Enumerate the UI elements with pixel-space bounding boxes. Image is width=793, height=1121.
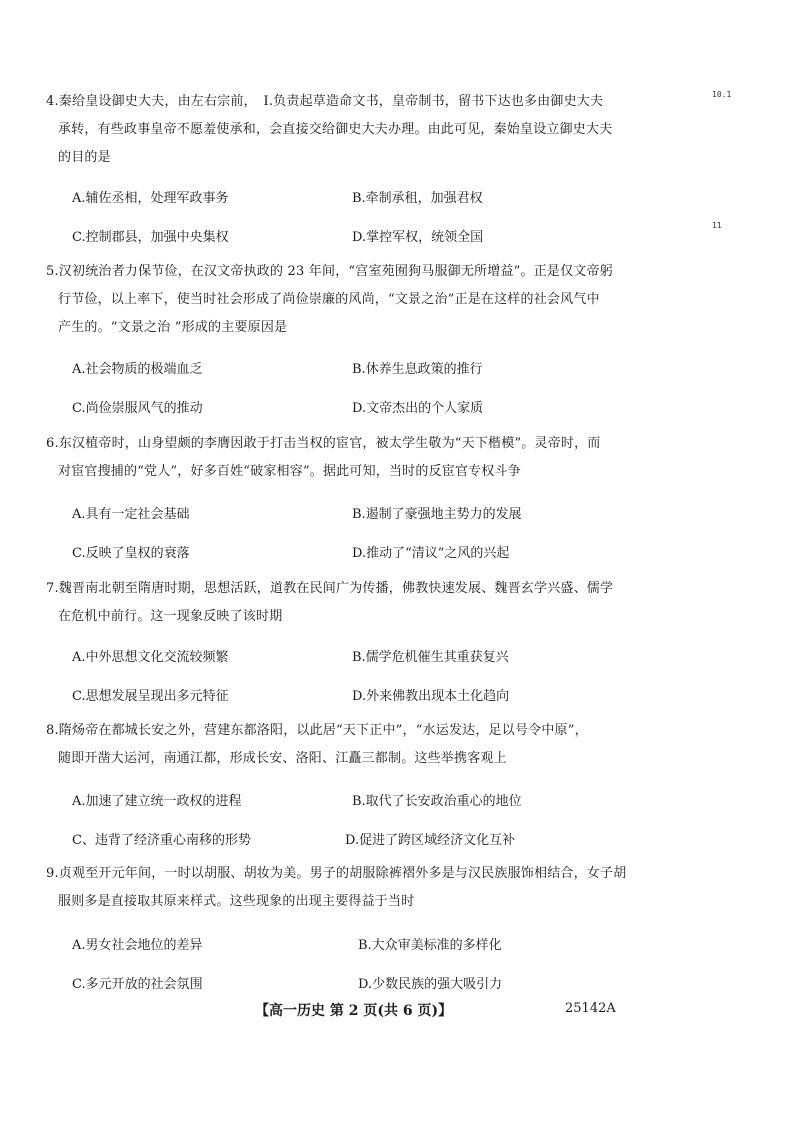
- question-4-stem: [46, 88, 646, 172]
- option-b: B.儒学危机催生其重获复兴: [352, 650, 509, 665]
- option-c: C.反映了皇权的衰落: [72, 546, 190, 561]
- stem-line: 4.秦给皇设御史大夫，由左右宗前， Ⅰ.负责起草造命文书，皇帝制书，留书下达也多由御史大夫: [46, 94, 604, 109]
- option-c: C.多元开放的社会氛围: [72, 977, 203, 992]
- stem-line: 承转，有些政事皇帝不愿羞使承和，会直接交给御史大夫办理。由此可见，秦始皇设立御史大夫: [58, 122, 613, 137]
- option-a: A.加速了建立统一政权的进程: [72, 794, 242, 809]
- option-d: D.掌控军权，统领全国: [352, 230, 484, 245]
- question-5-stem: [46, 258, 646, 342]
- option-a: A.辅佐丞相，处理军政事务: [72, 191, 229, 206]
- option-d: D.少数民族的强大吸引力: [358, 977, 503, 992]
- option-a: A.男女社会地位的差异: [72, 938, 203, 953]
- option-b: B.大众审美标准的多样化: [358, 938, 502, 953]
- exam-code: 25142A: [565, 1001, 616, 1016]
- stem-line: 6.东汉植帝时，山身望颇的李膺因敢于打击当权的宦官，被太学生敬为“天下楷模”。灵帝时，而: [46, 436, 601, 451]
- margin-note: 10.1: [712, 90, 732, 99]
- option-d: D.促进了跨区域经济文化互补: [345, 833, 516, 848]
- option-c: C.尚俭崇服风气的推动: [72, 401, 203, 416]
- option-c: C.思想发展呈现出多元特征: [72, 689, 229, 704]
- stem-line: 9.贞观至开元年间，一时以胡服、胡妆为美。男子的胡服除裤褶外多是与汉民族服饰相结合，女子胡: [46, 866, 627, 881]
- stem-line: 行节俭，以上率下，使当时社会形成了尚俭崇廉的风尚，“文景之治”正是在这样的社会风气中: [58, 292, 600, 307]
- stem-line: 服则多是直接取其原来样式。这些现象的出现主要得益于当时: [58, 894, 415, 909]
- option-a: A.中外思想文化交流较频繁: [72, 650, 229, 665]
- option-b: B.取代了长安政治重心的地位: [352, 794, 522, 809]
- stem-line: 7.魏晋南北朝至隋唐时期，思想活跃，道教在民间广为传播，佛教快速发展、魏晋玄学兴盛、儒学: [46, 581, 614, 596]
- question-9-stem: [46, 860, 646, 916]
- option-d: D.推动了“清议”之风的兴起: [352, 546, 510, 561]
- option-a: A.具有一定社会基础: [72, 507, 190, 522]
- stem-line: 对宦官搜捕的“党人”，好多百姓“破家相容”。据此可知，当时的反宦官专权斗争: [58, 464, 521, 479]
- option-b: B.牵制承租，加强君权: [352, 191, 483, 206]
- option-c: C、违背了经济重心南移的形势: [72, 833, 251, 848]
- option-d: D.外来佛教出现本土化趋向: [352, 689, 510, 704]
- stem-line: 产生的。“文景之治 ”形成的主要原因是: [58, 320, 288, 335]
- option-b: B.遏制了豪强地主势力的发展: [352, 507, 522, 522]
- margin-note: 11: [712, 221, 722, 230]
- option-c: C.控制郡县，加强中央集权: [72, 230, 229, 245]
- question-8-stem: [46, 717, 646, 773]
- option-b: B.休养生息政策的推行: [352, 362, 483, 377]
- stem-line: 5.汉初统治者力保节俭，在汉文帝执政的 23 年间，“宫室苑囿狗马服御无所增益”。正是仅文帝躬: [46, 264, 613, 279]
- option-d: D.文帝杰出的个人家质: [352, 401, 484, 416]
- stem-line: 8.隋炀帝在都城长安之外，营建东都洛阳，以此居“天下正中”，“水运发达，足以号令中原”，: [46, 723, 588, 738]
- stem-line: 随即开凿大运河，南通江都，形成长安、洛阳、江矗三都制。这些举携客观上: [58, 751, 507, 766]
- question-7-stem: [46, 575, 646, 631]
- stem-line: 在危机中前行。这一现象反映了该时期: [58, 609, 283, 624]
- question-6-stem: [46, 430, 646, 486]
- page-footer-label: 【高一历史 第 2 页(共 6 页)】: [255, 1003, 453, 1019]
- stem-line: 的目的是: [58, 150, 111, 165]
- option-a: A.社会物质的极端血乏: [72, 362, 203, 377]
